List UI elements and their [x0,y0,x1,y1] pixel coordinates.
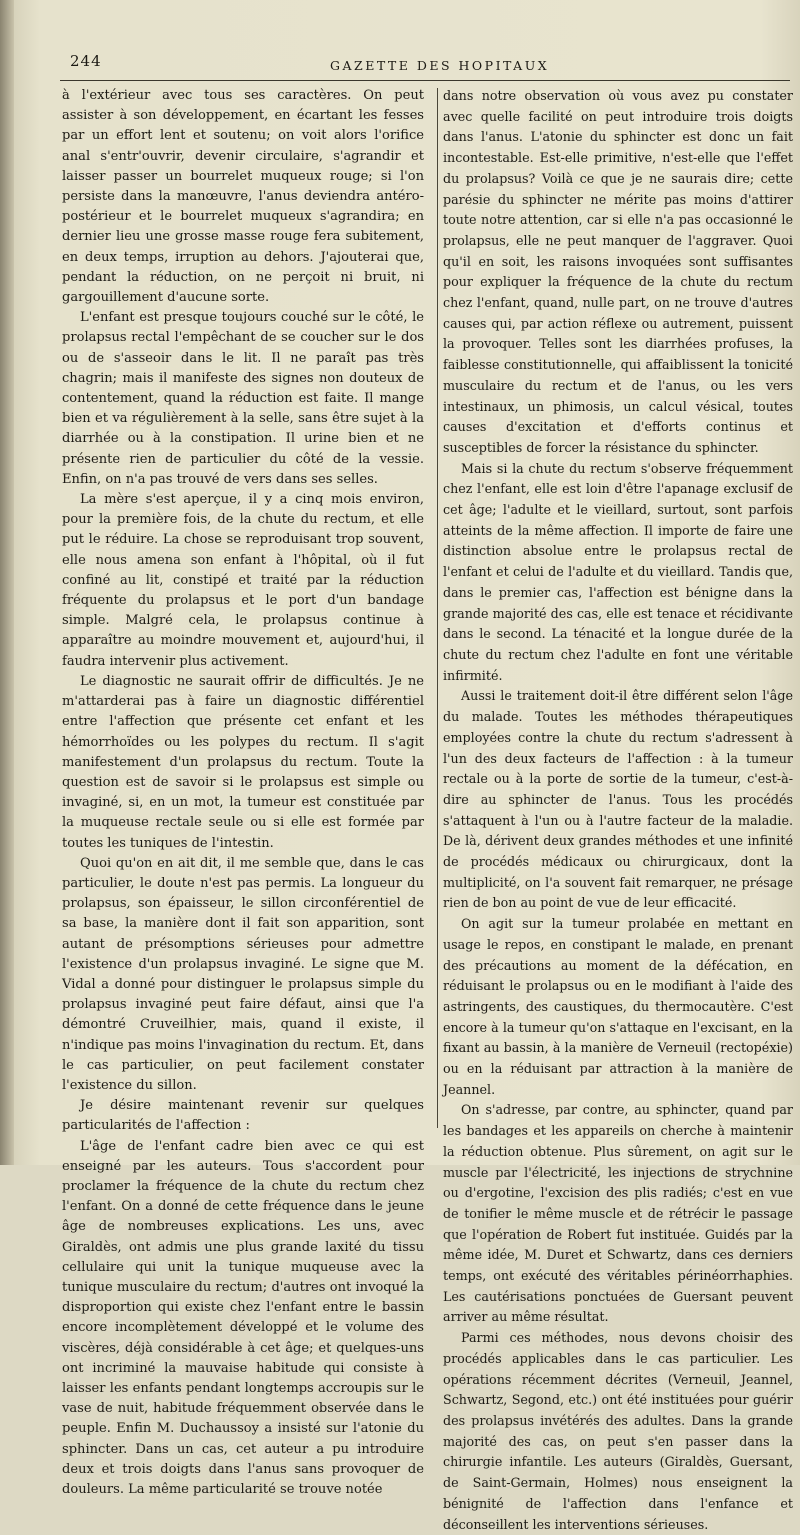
page-number: 244 [70,52,102,70]
column-divider [437,88,438,1128]
paragraph: Le diagnostic ne saurait offrir de difficultés. Je ne m'attarderai pas à faire un diagnostic différentiel entre l'affection que présente cet enfant et les hémorrhoïdes ou les polypes du rectum. Il s'agit manifestement d'un prolapsus du rectum. Toute la question est de savoir si le prolapsus est simple ou invaginé, si, en un mot, la tumeur est constituée par la muqueuse rectale seule ou si elle est formée par toutes les tuniques de l'intestin. [62,673,424,851]
paragraph: Je désire maintenant revenir sur quelques particularités de l'affection : [62,1098,424,1134]
paragraph: L'enfant est presque toujours couché sur le côté, le prolapsus rectal l'empêchant de se coucher sur le dos ou de s'asseoir dans le lit. Il ne paraît pas très chagrin; mais il manifeste des signes non douteux de contentement, quand la réduction est faite. Il mange bien et va régulièrement à la selle, sans être sujet à la diarrhée ou à la constipation. Il urine bien et ne présente rien de particulier du côté de la vessie. Enfin, on n'a pas trouvé de vers dans ses selles. [62,310,424,487]
header-rule [60,80,790,81]
paragraph: L'âge de l'enfant cadre bien avec ce qui est enseigné par les auteurs. Tous s'accordent pour proclamer la fréquence de la chute du rectum chez l'enfant. On a donné de cette fréquence dans le jeune âge de nombreuses explications. Les uns, avec Giraldès, ont admis une plus grande laxité du tissu cellulaire qui unit la tunique muqueuse avec la tunique musculaire du rectum; d'autres ont invoqué la disproportion qui existe chez l'enfant entre le bassin encore incomplètement développé et le volume des viscères, déjà considérable à cet âge; et quelques-uns ont incriminé la mauvaise habitude qui consiste à laisser les enfants pendant longtemps accroupis sur le vase de nuit, habitude fréquemment observée dans le peuple. Enfin M. Duchaussoy a insisté sur l'atonie du sphincter. Dans un cas, cet auteur a pu introduire deux et trois doigts dans l'anus sans provoquer de douleurs. La même particularité se trouve notée [62,1138,424,1498]
page-binding-edge [0,0,14,1165]
paragraph: La mère s'est aperçue, il y a cinq mois environ, pour la première fois, de la chute du rectum, et elle put le réduire. La chose se reproduisant trop souvent, elle nous amena son enfant à l'hôpital, où il fut confiné au lit, constipé et traité par la réduction fréquente du prolapsus et le port d'un bandage simple. Malgré cela, le prolapsus continue à apparaître au moindre mouvement et, aujourd'hui, il faudra intervenir plus activement. [62,492,424,669]
paragraph: Aussi le traitement doit-il être différent selon l'âge du malade. Toutes les méthodes thérapeutiques employées contre la chute du rectum s'adressent à l'un des deux facteurs de l'affection : à la tumeur rectale ou à la porte de sortie de la tumeur, c'est-à-dire au sphincter de l'anus. Tous les procédés s'attaquent à l'un ou à l'autre facteur de la maladie. De là, dérivent deux grandes méthodes et une infinité de procédés médicaux ou chirurgicaux, dont la multiplicité, on l'a souvent fait remarquer, ne présage rien de bon au point de vue de leur efficacité. [443,688,793,911]
right-column [443,86,793,1535]
paragraph: Quoi qu'on en ait dit, il me semble que, dans le cas particulier, le doute n'est pas permis. La longueur du prolapsus, son épaisseur, le sillon circonférentiel de sa base, la manière dont il fait son apparition, sont autant de présomptions sérieuses pour admettre l'existence d'un prolapsus invaginé. Le signe que M. Vidal a donné pour distinguer le prolapsus simple du prolapsus invaginé peut faire défaut, ainsi que l'a démontré Cruveilhier, mais, quand il existe, il n'indique pas moins l'invagination du rectum. Et, dans le cas particulier, on peut facilement constater l'existence du sillon. [62,855,424,1093]
paragraph: à l'extérieur avec tous ses caractères. On peut assister à son développement, en écartant les fesses par un effort lent et soutenu; on voit alors l'orifice anal s'entr'ouvrir, devenir circulaire, s'agrandir et laisser passer un bourrelet muqueux rouge; si l'on persiste dans la manœuvre, l'anus deviendra antéro-postérieur et le bourrelet muqueux s'agrandira; en dernier lieu une grosse masse rouge fera subitement, en deux temps, irruption au dehors. J'ajouterai que, pendant la réduction, on ne perçoit ni bruit, ni gargouillement d'aucune sorte. [62,88,424,306]
paragraph: Parmi ces méthodes, nous devons choisir des procédés applicables dans le cas particulier. Les opérations récemment décrites (Verneuil, Jeannel, Schwartz, Segond, etc.) ont été instituées pour guérir des prolapsus invétérés des adultes. Dans la grande majorité des cas, on peut s'en passer dans la chirurgie infantile. Les auteurs (Giraldès, Guersant, de Saint-Germain, Holmes) nous enseignent la bénignité de l'affection dans l'enfance et déconseillent les interventions sérieuses. [443,1330,793,1532]
paragraph: Mais si la chute du rectum s'observe fréquemment chez l'enfant, elle est loin d'être l'apanage exclusif de cet âge; l'adulte et le vieillard, surtout, sont parfois atteints de la même affection. Il importe de faire une distinction absolue entre le prolapsus rectal de l'enfant et celui de l'adulte et du vieillard. Tandis que, dans le premier cas, l'affection est bénigne dans la grande majorité des cas, elle est tenace et récidivante dans le second. La ténacité et la longue durée de la chute du rectum chez l'adulte en font une véritable infirmité. [443,460,793,683]
paragraph: On agit sur la tumeur prolabée en mettant en usage le repos, en constipant le malade, en prenant des précautions au moment de la défécation, en réduisant le prolapsus ou en le modifiant à l'aide des astringents, des caustiques, du thermocautère. C'est encore à la tumeur qu'on s'attaque en l'excisant, en la fixant au bassin, à la manière de Verneuil (rectopéxie) ou en la réduisant par attraction à la manière de Jeannel. [443,916,793,1097]
paragraph: On s'adresse, par contre, au sphincter, quand par les bandages et les appareils on cherche à maintenir la réduction obtenue. Plus sûrement, on agit sur le muscle par l'électricité, les injections de strychnine ou d'ergotine, l'excision des plis radiés; c'est en vue de tonifier le même muscle et de rétrécir le passage que l'opération de Robert fut instituée. Guidés par la même idée, M. Duret et Schwartz, dans ces derniers temps, ont exécuté des véritables périnéorrhaphies. Les cautérisations ponctuées de Guersant peuvent arriver au même résultat. [443,1102,793,1325]
running-head: GAZETTE DES HOPITAUX [330,58,550,73]
left-column [62,86,424,1500]
paragraph: dans notre observation où vous avez pu constater avec quelle facilité on peut introduire trois doigts dans l'anus. L'atonie du sphincter est donc un fait incontestable. Est-elle primitive, n'est-elle que l'effet du prolapsus? Voilà ce que je ne saurais dire; cette parésie du sphincter ne mérite pas moins d'attirer toute notre attention, car si elle n'a pas occasionné le prolapsus, elle ne peut manquer de l'aggraver. Quoi qu'il en soit, les raisons invoquées sont suffisantes pour expliquer la fréquence de la chute du rectum chez l'enfant, quand, nulle part, on ne trouve d'autres causes qui, par action réflexe ou autrement, puissent la provoquer. Telles sont les diarrhées profuses, la faiblesse constitutionnelle, qui affaiblissent la tonicité musculaire du rectum et de l'anus, ou les vers intestinaux, un phimosis, un calcul vésical, toutes causes d'excitation et d'efforts continus et susceptibles de forcer la résistance du sphincter. [443,88,793,455]
